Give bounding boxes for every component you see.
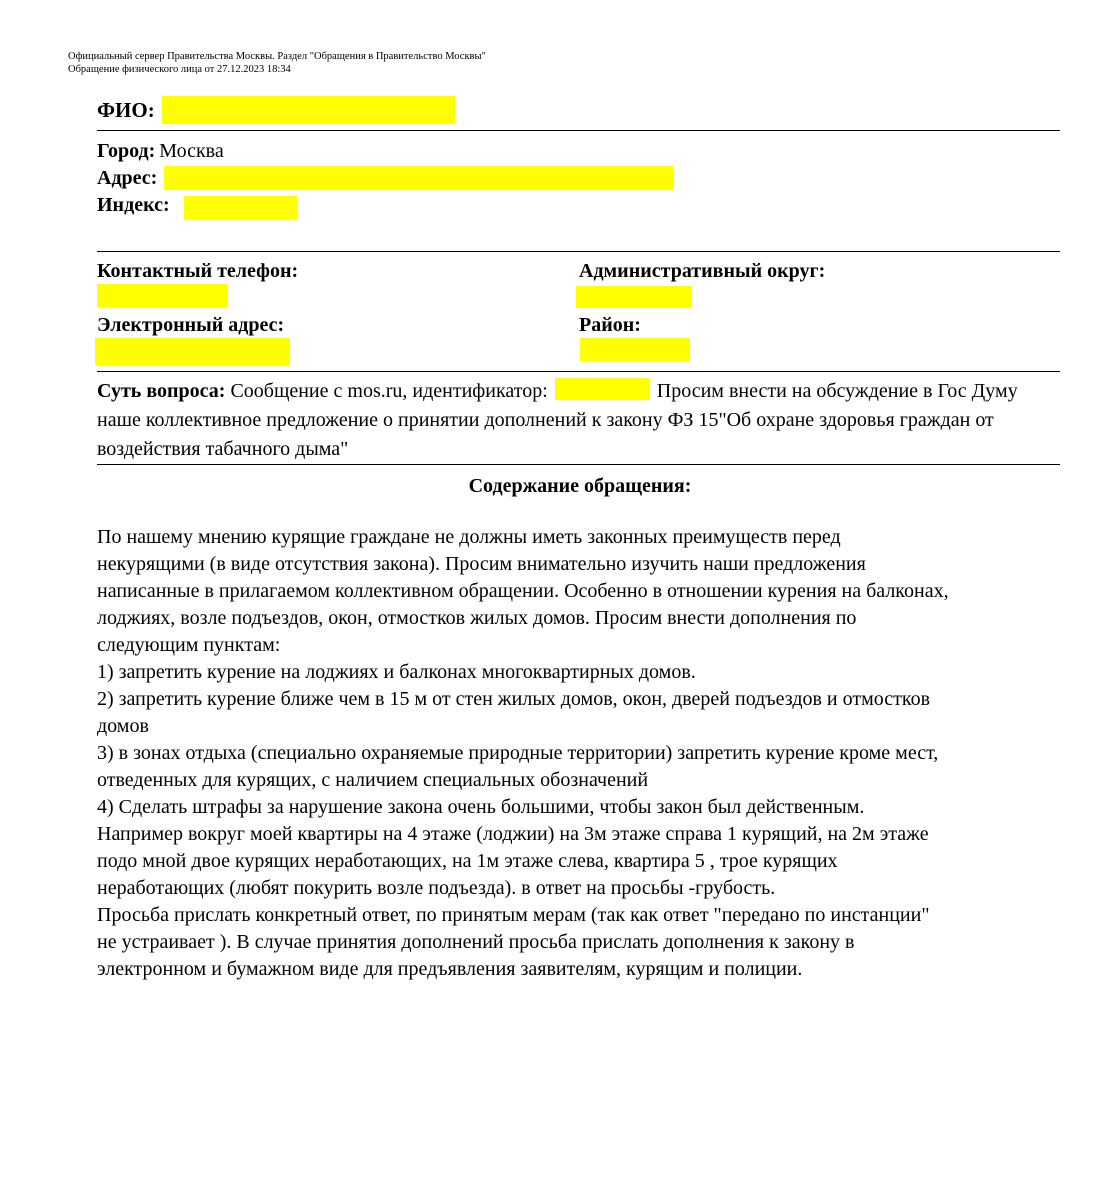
content-line: неработающих (любят покурить возле подъезда). в ответ на просьбы -грубость. <box>97 877 776 899</box>
content-line: 1) запретить курение на лоджиях и балконах многоквартирных домов. <box>97 661 696 683</box>
content-body <box>97 524 1067 983</box>
fio-redaction <box>162 96 455 124</box>
subject-text-after: Просим внести на обсуждение в Гос Думу наше коллективное предложение о принятии дополнений к закону ФЗ 15"Об охране здоровья граждан от воздействия табачного дыма" <box>97 380 1018 460</box>
content-title: Содержание обращения: <box>468 475 692 497</box>
identifier-redaction <box>555 378 650 400</box>
content-line: подо мной двое курящих неработающих, на 1м этаже слева, квартира 5 , трое курящих <box>97 850 838 872</box>
email-redaction <box>95 338 290 365</box>
area-redaction <box>580 338 690 361</box>
phone-label: Контактный телефон: <box>97 260 299 282</box>
content-line: 3) в зонах отдыха (специально охраняемые природные территории) запретить курение кроме мест, <box>97 742 939 764</box>
index-redaction <box>184 196 297 219</box>
subject-block <box>97 377 1062 464</box>
header-source-line: Официальный сервер Правительства Москвы. Раздел "Обращения в Правительство Москвы" <box>68 51 486 62</box>
content-line: электронном и бумажном виде для предъявления заявителям, курящим и полиции. <box>97 958 803 980</box>
content-line: некурящими (в виде отсутствия закона). Просим внимательно изучить наши предложения <box>97 553 866 575</box>
content-line: 4) Сделать штрафы за нарушение закона очень большими, чтобы закон был действенным. <box>97 796 865 818</box>
district-redaction <box>576 286 692 308</box>
divider-4 <box>97 464 1060 465</box>
area-label: Район: <box>579 314 641 336</box>
content-line: не устраивает ). В случае принятия дополнений просьба прислать дополнения к закону в <box>97 931 855 953</box>
district-label: Административный округ: <box>579 260 826 282</box>
phone-redaction <box>97 284 227 307</box>
content-line: написанные в прилагаемом коллективном обращении. Особенно в отношении курения на балконах, <box>97 580 949 602</box>
subject-text-before: Сообщение с mos.ru, идентификатор: <box>230 380 548 402</box>
city-row <box>97 140 224 163</box>
document-header <box>68 50 486 76</box>
subject-label: Суть вопроса: <box>97 380 226 402</box>
email-label: Электронный адрес: <box>97 314 285 336</box>
header-date-line: Обращение физического лица от 27.12.2023 18:34 <box>68 64 291 75</box>
city-label: Город: <box>97 140 156 162</box>
index-label: Индекс: <box>97 194 170 216</box>
city-value: Москва <box>159 140 224 162</box>
address-label: Адрес: <box>97 167 158 189</box>
content-line: По нашему мнению курящие граждане не должны иметь законных преимуществ перед <box>97 526 841 548</box>
content-line: домов <box>97 715 149 737</box>
content-line: Например вокруг моей квартиры на 4 этаже (лоджии) на 3м этаже справа 1 курящий, на 2м этаже <box>97 823 929 845</box>
divider-1 <box>97 130 1060 131</box>
divider-2 <box>97 251 1060 252</box>
content-line: 2) запретить курение ближе чем в 15 м от стен жилых домов, окон, дверей подъездов и отмостков <box>97 688 931 710</box>
content-line: лоджиях, возле подъездов, окон, отмостков жилых домов. Просим внести дополнения по <box>97 607 857 629</box>
content-line: Просьба прислать конкретный ответ, по принятым мерам (так как ответ "передано по инстанции" <box>97 904 930 926</box>
content-line: отведенных для курящих, с наличием специальных обозначений <box>97 769 649 791</box>
divider-3 <box>97 371 1060 372</box>
content-line: следующим пунктам: <box>97 634 281 656</box>
address-redaction <box>164 166 673 190</box>
fio-label: ФИО: <box>97 98 155 122</box>
